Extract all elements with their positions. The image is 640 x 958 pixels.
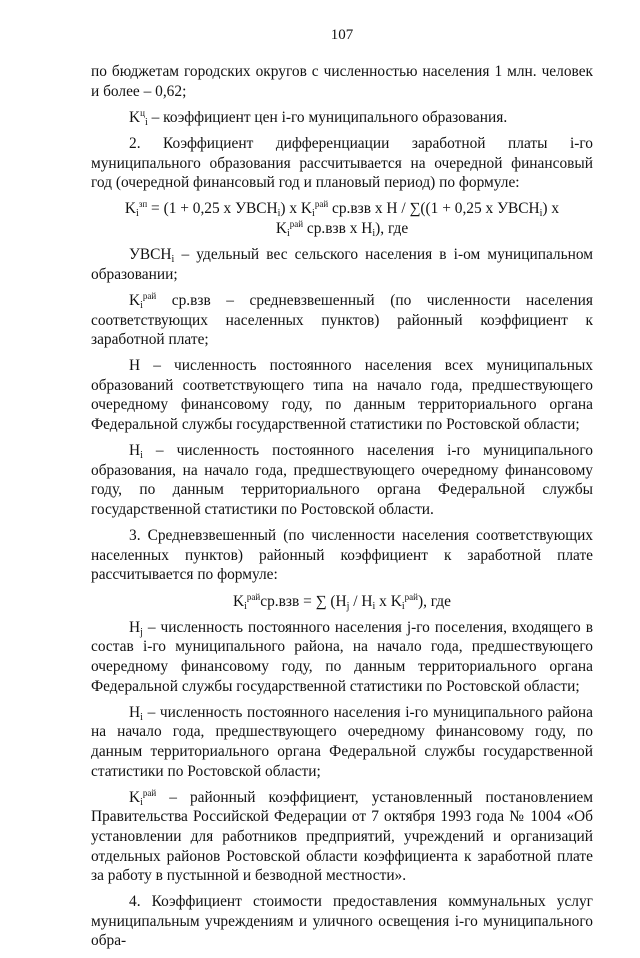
paragraph-total-population-definition: Н – численность постоянного населения всех муниципальных образований соответствующего типа на начало года, предшествующего очередному финансовому году, по данным территориального органа Федеральной службы государственной статистики по Ростовской области;: [91, 357, 593, 434]
paragraph-district-coefficient-definition: $K_i^{рай}$ – районный коэффициент, установленный постановлением Правительства Российской Федерации от 7 октября 1993 года № 1004 «Об установлении для работников предприятий, учреждений и организаций отдельных районов Ростовской области коэффициента к заработной плате за работу в пустынной и безводной местности».: [91, 787, 593, 885]
formula-wage-coefficient-line1: $K_i^{зп} = (1 + 0,25$ х $УВСН_i$) х $K_i^{рай}$ ср.взв х Н / ∑((1 + 0,25 х $УВСН_i$) х: [124, 199, 560, 220]
paragraph-section-4-intro: 4. Коэффициент стоимости предоставления коммунальных услуг муниципальным учреждениям и уличного освещения i-го муниципального обра-: [91, 893, 593, 950]
paragraph-rural-share-definition: $УВСН_i$ – удельный вес сельского населения в i-ом муниципальном образовании;: [91, 246, 593, 283]
paragraph-section-3-intro: 3. Средневзвешенный (по численности населения соответствующих населенных пунктов) районный коэффициент к заработной плате рассчитывается по формуле:: [91, 527, 593, 584]
paragraph-population-coefficient-end: по бюджетам городских округов с численностью населения 1 млн. человек и более – 0,62;: [91, 63, 593, 100]
paragraph-municipal-population-definition: $Н_i$ – численность постоянного населения i-го муниципального образования, на начало года, предшествующего очередному финансовому году, по данным территориального органа Федеральной службы государственной статистики по Ростовской области.: [91, 442, 593, 519]
paragraph-price-coefficient: $K^ц_i$ – коэффициент цен i-го муниципального образования.: [129, 107, 508, 128]
formula-weighted-coefficient: $K_i^{рай}ср.взв$ = ∑ ($Н_j / Н_i$ х $K_i^{рай}$), где: [233, 591, 451, 612]
paragraph-settlement-population-definition: $Н_j$ – численность постоянного населения j-го поселения, входящего в состав i-го муниципального района, на начало года, предшествующего очередному финансовому году, по данным территориального органа Федеральной службы государственной статистики по Ростовской области;: [91, 618, 593, 695]
document-body: [91, 62, 593, 958]
paragraph-weighted-coefficient-definition: $K_i^{рай}$ ср.взв – средневзвешенный (по численности населения соответствующих населенных пунктов) районный коэффициент к заработной плате;: [91, 290, 593, 349]
page-number: 107: [330, 27, 354, 43]
paragraph-section-2-intro: 2. Коэффициент дифференциации заработной платы i-го муниципального образования рассчитывается на очередной финансовый год (очередной финансовый год и плановый период) по формуле:: [91, 134, 593, 192]
formula-wage-coefficient-line2: $K_i^{рай}$ ср.взв х $Н_i$), где: [275, 218, 409, 239]
paragraph-district-population-definition: $Н_i$ – численность постоянного населения i-го муниципального района на начало года, предшествующего очередному финансовому году, по данным территориального органа Федеральной службы государственной статистики по Ростовской области;: [91, 703, 593, 780]
